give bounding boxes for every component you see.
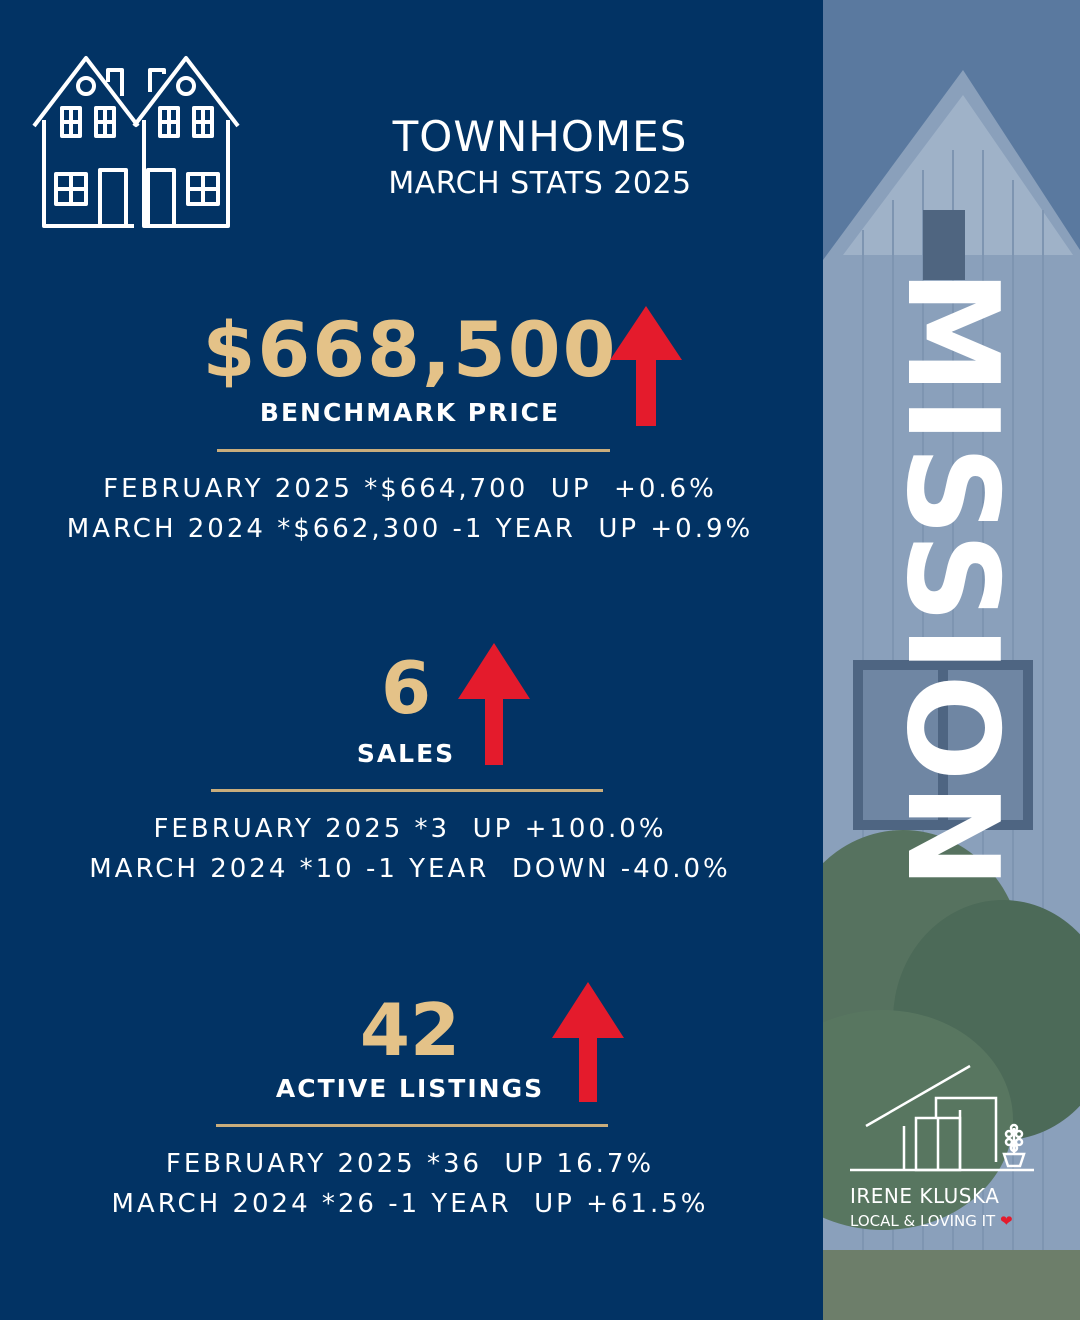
listings-compare-month: FEBRUARY 2025 *36 UP 16.7% bbox=[165, 1149, 655, 1179]
townhouse-icon bbox=[30, 52, 242, 230]
active-listings-value: 42 bbox=[359, 988, 461, 1072]
benchmark-compare-year: MARCH 2024 *$662,300 -1 YEAR UP +0.9% bbox=[66, 514, 754, 544]
benchmark-up-arrow-icon bbox=[610, 306, 682, 426]
brand-house-logo bbox=[848, 1062, 1040, 1174]
sales-compare-year: MARCH 2024 *10 -1 YEAR DOWN -40.0% bbox=[89, 854, 731, 884]
city-text: MISSION bbox=[878, 269, 1026, 891]
benchmark-divider bbox=[217, 449, 610, 452]
benchmark-compare-month: FEBRUARY 2025 *$664,700 UP +0.6% bbox=[103, 474, 717, 504]
sales-divider bbox=[211, 789, 603, 792]
listings-compare-year: MARCH 2024 *26 -1 YEAR UP +61.5% bbox=[111, 1189, 709, 1219]
benchmark-price-value: $668,500 bbox=[202, 305, 618, 394]
sales-value: 6 bbox=[380, 646, 432, 730]
sales-label: SALES bbox=[356, 739, 456, 768]
brand-tagline-text: LOCAL & LOVING IT bbox=[850, 1212, 996, 1230]
active-listings-label: ACTIVE LISTINGS bbox=[275, 1074, 545, 1103]
page-subtitle: MARCH STATS 2025 bbox=[388, 166, 692, 201]
page-title: TOWNHOMES bbox=[392, 112, 688, 161]
brand-name: IRENE KLUSKA bbox=[850, 1184, 1000, 1208]
benchmark-price-label: BENCHMARK PRICE bbox=[259, 398, 561, 427]
sales-compare-month: FEBRUARY 2025 *3 UP +100.0% bbox=[153, 814, 667, 844]
heart-icon: ❤ bbox=[999, 1212, 1013, 1230]
listings-divider bbox=[216, 1124, 608, 1127]
brand-tagline bbox=[850, 1212, 1013, 1230]
